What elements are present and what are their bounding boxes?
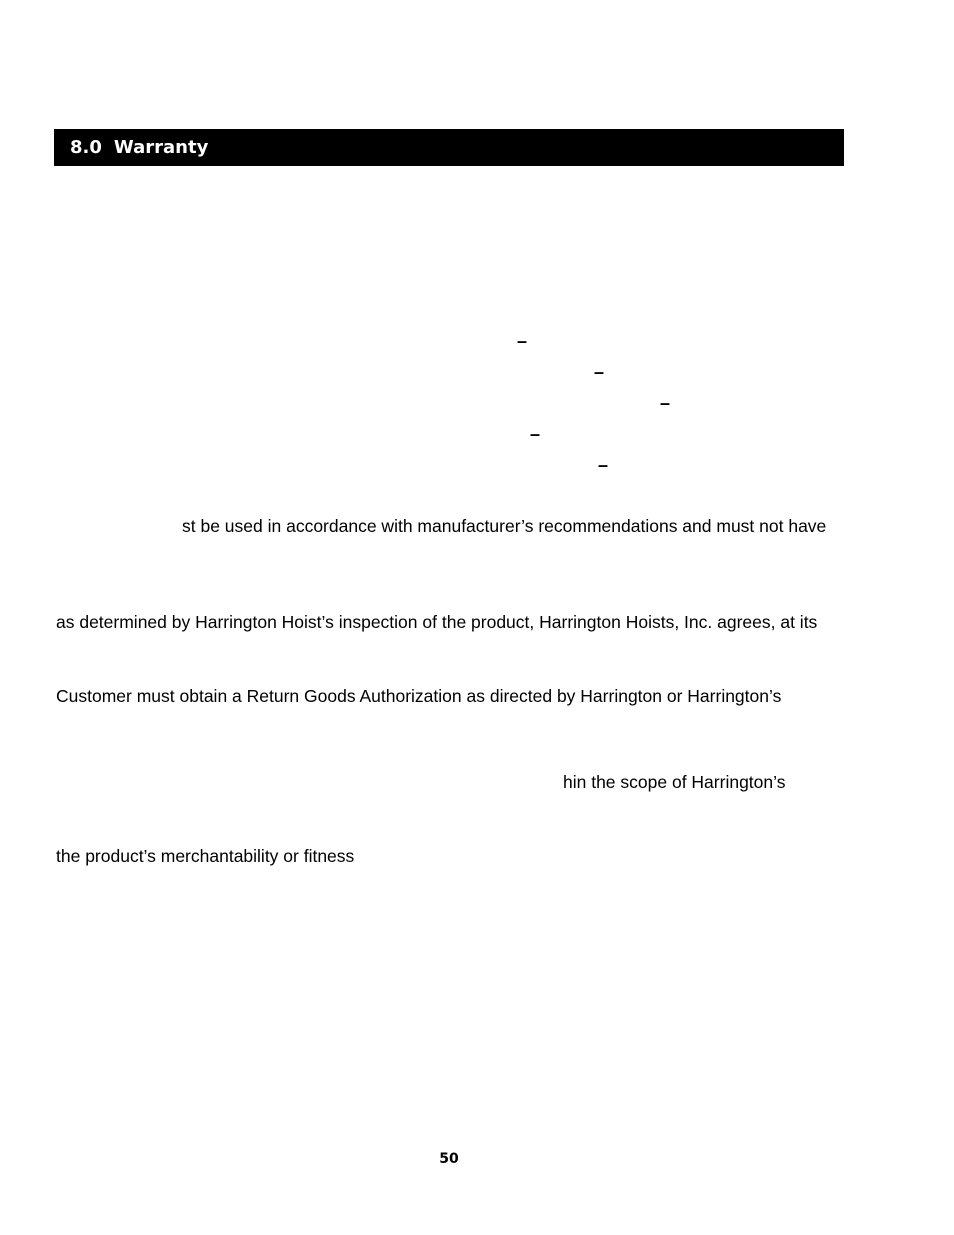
section-title: Warranty	[113, 137, 209, 158]
section-number: 8.0	[70, 137, 102, 158]
body-text-line: the product’s merchantability or fitness	[56, 846, 355, 866]
dash-mark: –	[598, 455, 609, 475]
dash-mark: –	[530, 424, 541, 444]
body-text-line: hin the scope of Harrington’s	[563, 772, 786, 792]
dash-mark: –	[660, 393, 671, 413]
page-number: 50	[439, 1151, 459, 1167]
body-text-line: Customer must obtain a Return Goods Authorization as directed by Harrington or Harrington’s	[56, 686, 782, 706]
body-text-line: as determined by Harrington Hoist’s inspection of the product, Harrington Hoists, Inc. agrees, at its	[56, 612, 818, 632]
body-text-line: st be used in accordance with manufacturer’s recommendations and must not have	[182, 516, 827, 536]
dash-mark: –	[594, 362, 605, 382]
dash-mark: –	[517, 331, 528, 351]
section-header	[54, 129, 844, 166]
